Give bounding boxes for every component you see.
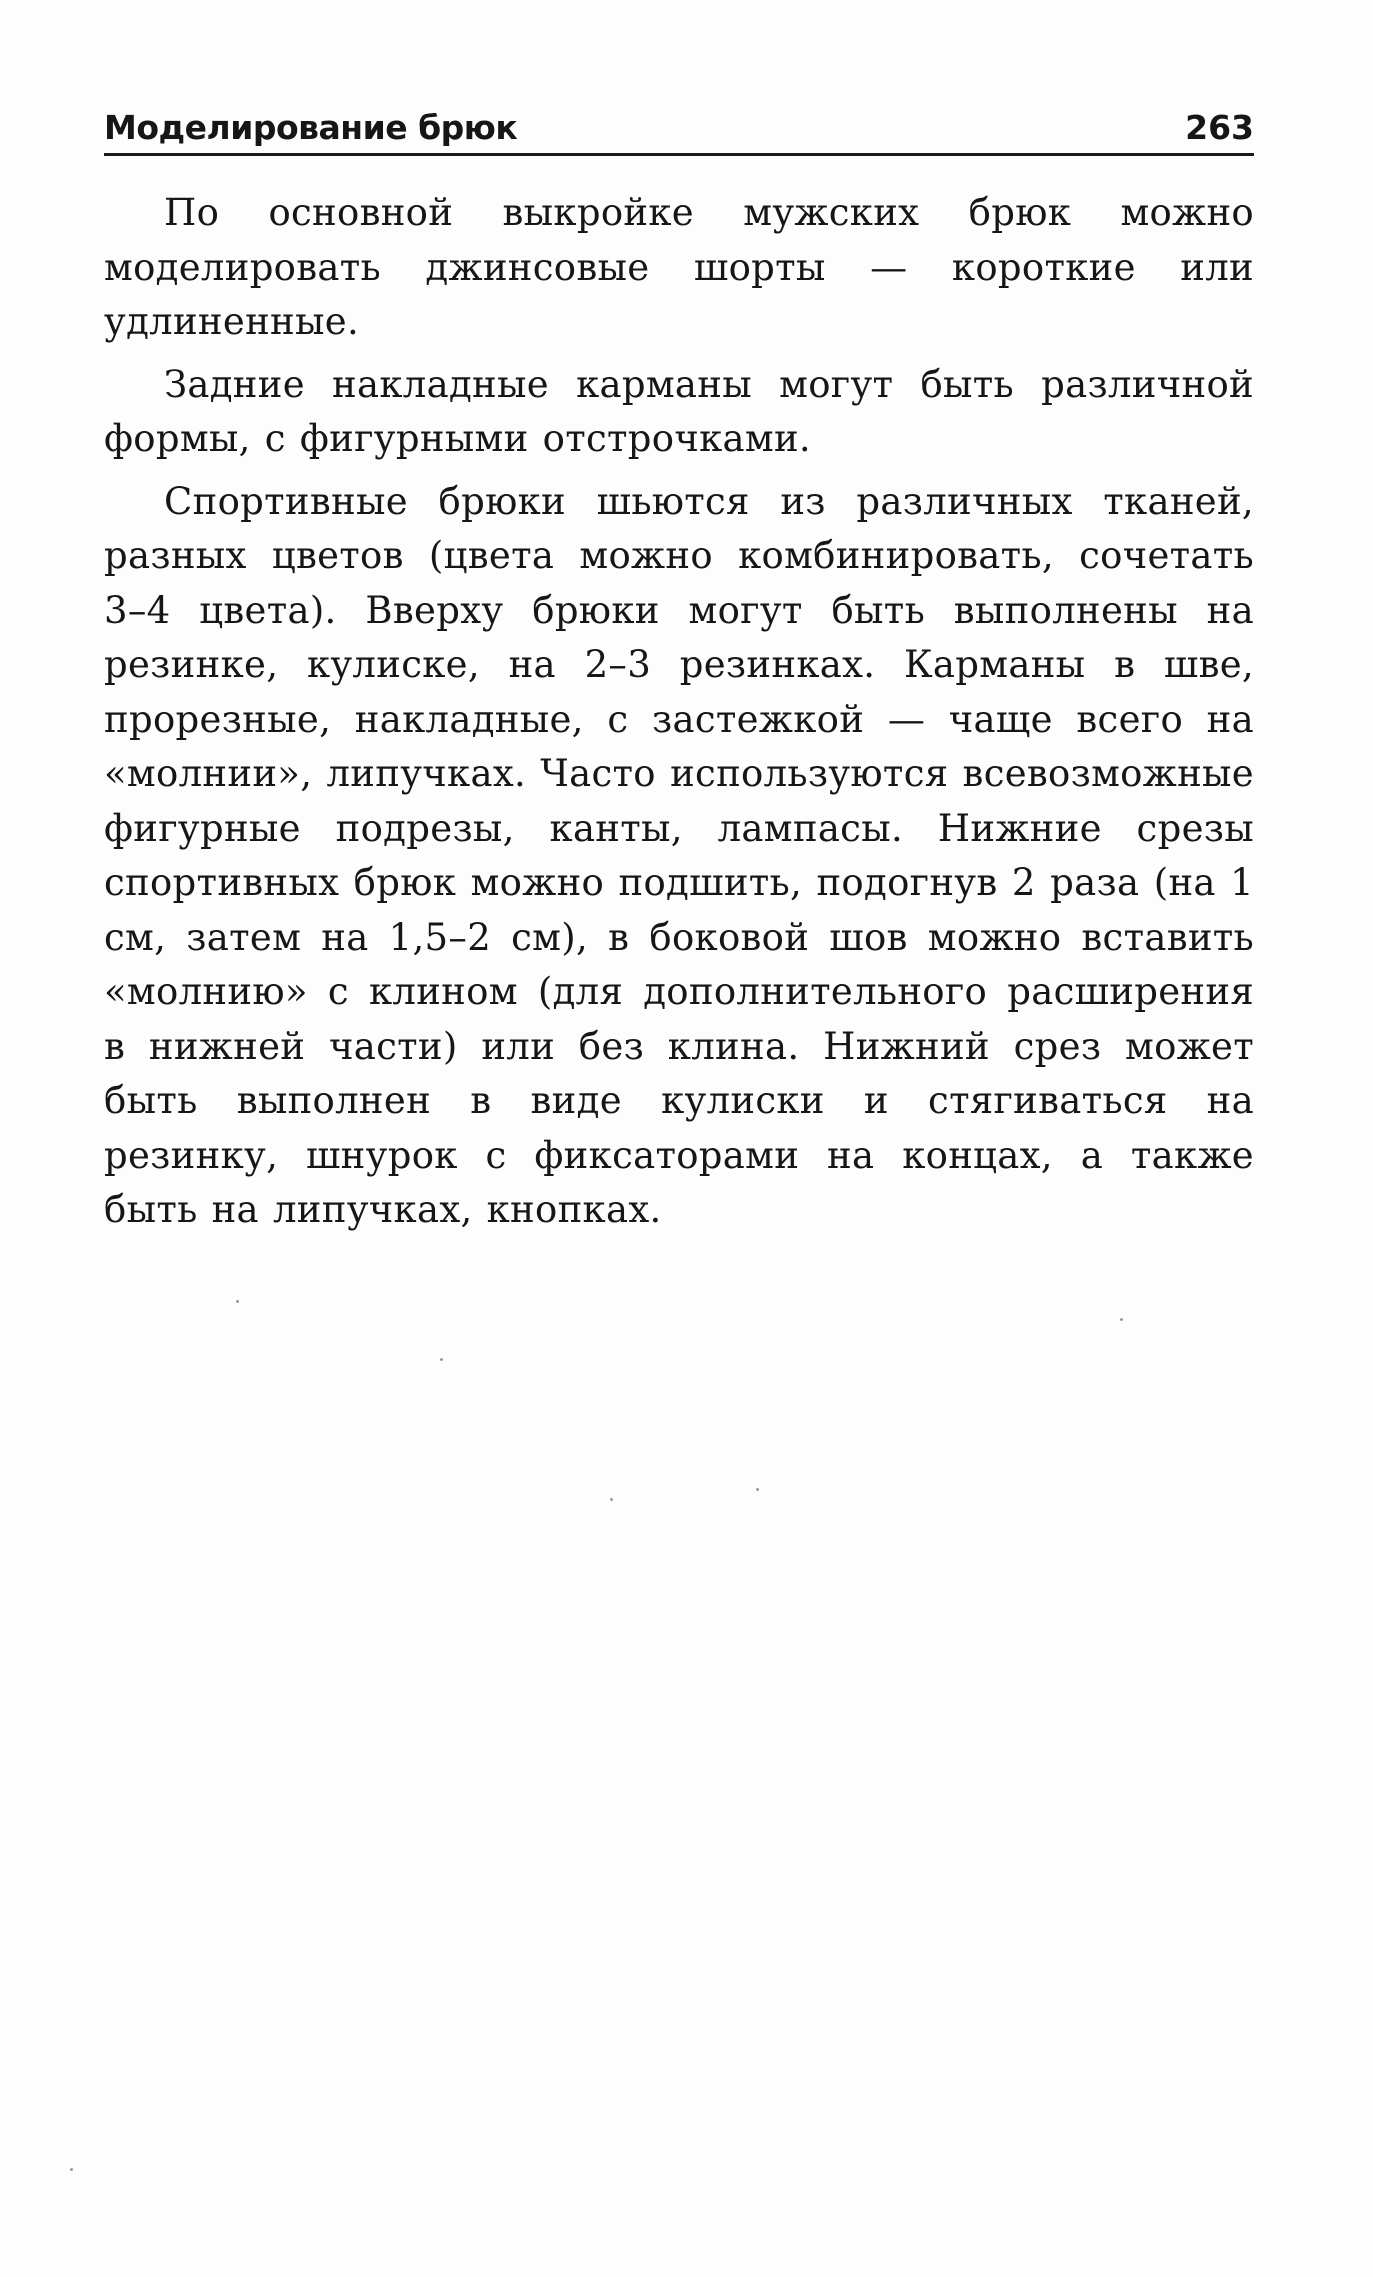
page-number: 263 bbox=[1185, 108, 1254, 147]
paragraph: Задние накладные карманы могут быть различной формы, с фигурными отстрочками. bbox=[104, 362, 1254, 460]
chapter-title: Моделирование брюк bbox=[104, 108, 518, 147]
scan-speck bbox=[70, 2168, 73, 2171]
paragraph: Спортивные брюки шьются из различных тканей, разных цветов (цвета можно комбинировать, сочетать 3–4 цвета). Вверху брюки могут быть выполнены на резинке, кулиске, на 2–3 резинках. Карманы в шве, прорезные, накладные, с застежкой — чаще всего на «молнии», липучках. Часто используются всевозможные фигурные подрезы, канты, лампасы. Нижние срезы спортивных брюк можно подшить, подогнув 2 раза (на 1 см, затем на 1,5–2 см), в боковой шов можно вставить «молнию» с клином (для дополнительного расширения в нижней части) или без клина. Нижний срез может быть выполнен в виде кулиски и стягиваться на резинку, шнурок с фиксаторами на концах, а также быть на липучках, кнопках. bbox=[104, 479, 1254, 1231]
scan-speck bbox=[756, 1488, 759, 1491]
scan-speck bbox=[610, 1498, 613, 1501]
scan-speck bbox=[236, 1300, 239, 1303]
body-text bbox=[104, 186, 1254, 1246]
scan-speck bbox=[1120, 1318, 1123, 1321]
scan-speck bbox=[440, 1358, 443, 1361]
paragraph: По основной выкройке мужских брюк можно моделировать джинсовые шорты — короткие или удлиненные. bbox=[104, 191, 1254, 343]
running-header bbox=[104, 100, 1254, 156]
